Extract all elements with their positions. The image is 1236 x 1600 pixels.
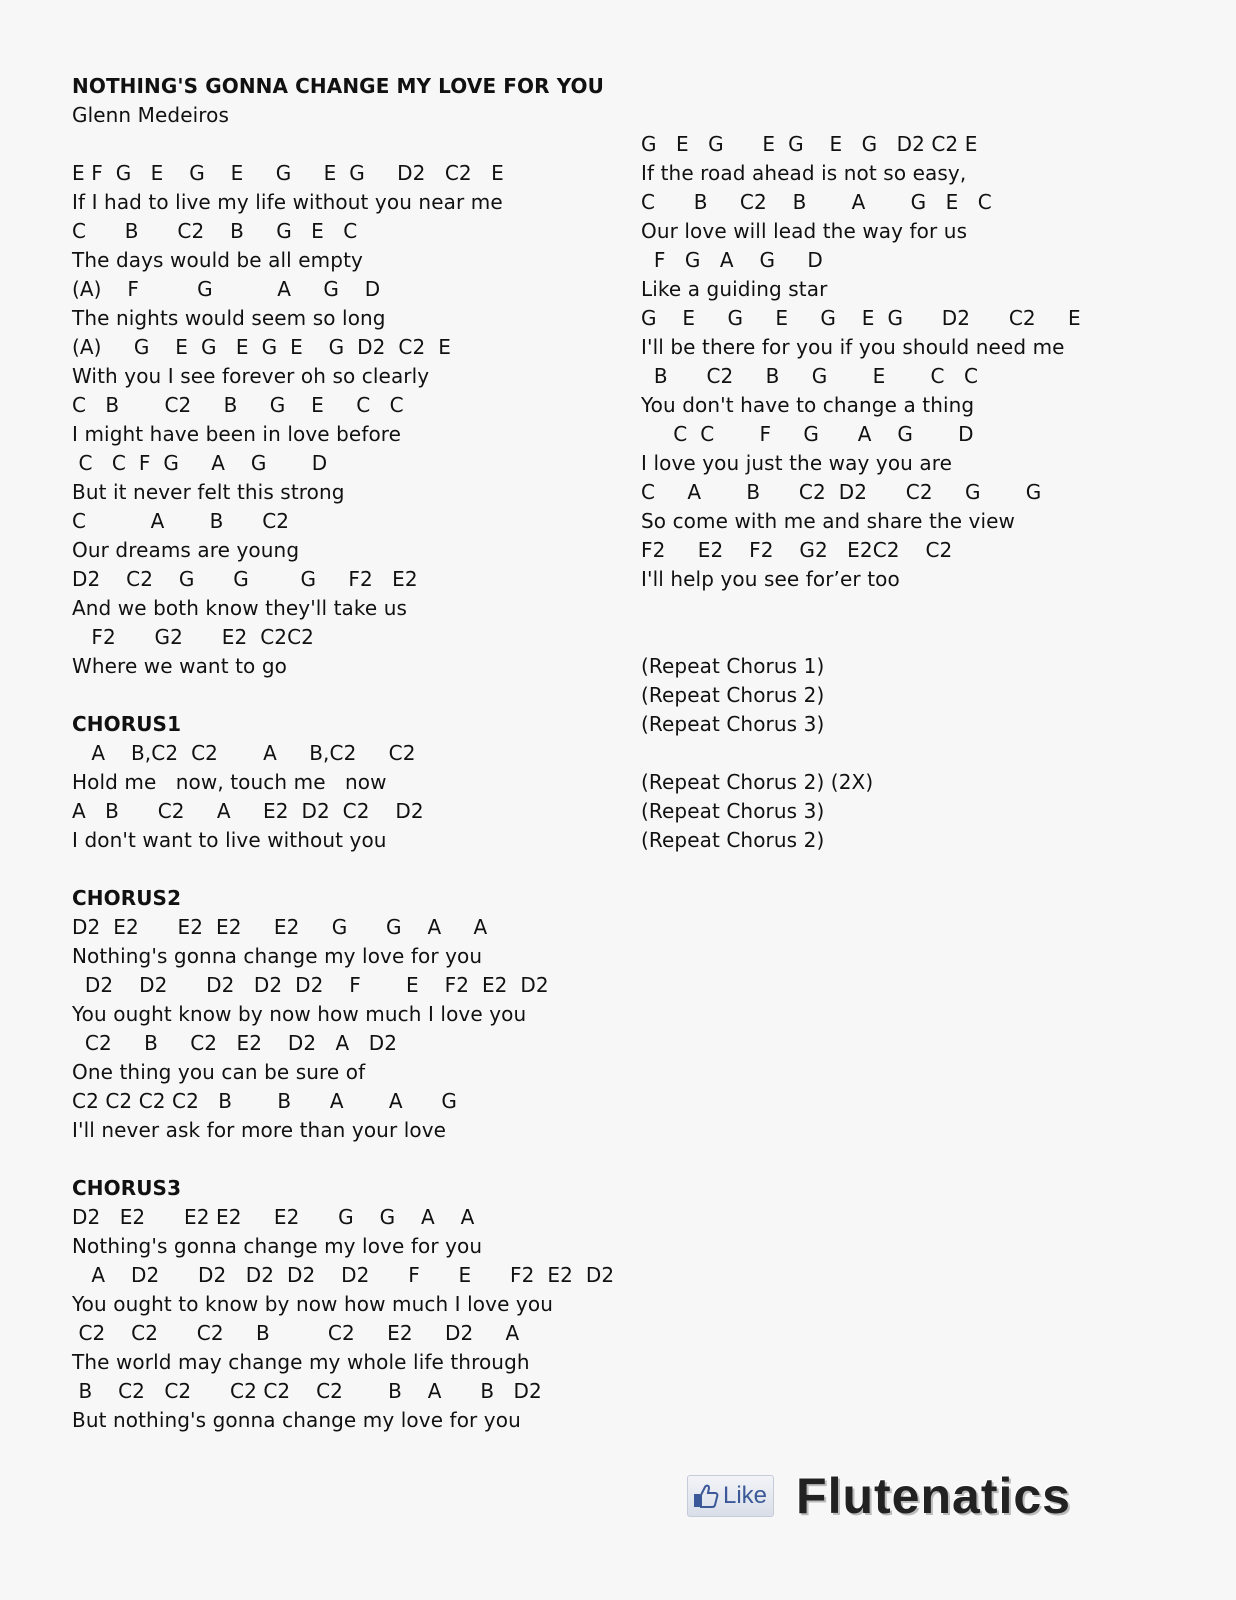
blank-line: [72, 681, 592, 710]
lyric-line: (Repeat Chorus 2) (2X): [641, 770, 874, 794]
lyric-line: Our love will lead the way for us: [641, 219, 968, 243]
spacer: [72, 130, 592, 159]
lyric-line: If the road ahead is not so easy,: [641, 161, 967, 185]
chord-line: A B C2 A E2 D2 C2 D2: [72, 799, 424, 823]
lyric-line: I might have been in love before: [72, 422, 402, 446]
chord-line: C B C2 B A G E C: [641, 190, 992, 214]
chord-line: C B C2 B G E C: [72, 219, 358, 243]
lyric-line: So come with me and share the view: [641, 509, 1016, 533]
lyric-line: (Repeat Chorus 3): [641, 799, 825, 823]
lyric-line: The days would be all empty: [72, 248, 363, 272]
lyric-line: Our dreams are young: [72, 538, 300, 562]
lyric-line: You ought to know by now how much I love you: [72, 1292, 553, 1316]
right-lines: [641, 130, 1201, 855]
lyric-line: Where we want to go: [72, 654, 287, 678]
lyric-line: But nothing's gonna change my love for you: [72, 1408, 521, 1432]
right-column: [641, 130, 1201, 855]
blank-line: [72, 1145, 592, 1174]
chord-line: C A B C2: [72, 509, 290, 533]
lyric-line: With you I see forever oh so clearly: [72, 364, 430, 388]
song-title: NOTHING'S GONNA CHANGE MY LOVE FOR YOU: [72, 74, 605, 98]
lyric-line: One thing you can be sure of: [72, 1060, 366, 1084]
lyric-line: But it never felt this strong: [72, 480, 345, 504]
lyric-line: I'll be there for you if you should need me: [641, 335, 1065, 359]
chord-line: C C F G A G D: [72, 451, 328, 475]
left-lines: [72, 159, 615, 1435]
chord-line: A B,C2 C2 A B,C2 C2: [72, 741, 416, 765]
chord-line: F2 E2 F2 G2 E2C2 C2: [641, 538, 953, 562]
brand-logo: Flutenatics: [796, 1468, 1071, 1524]
like-button[interactable]: [687, 1475, 774, 1517]
blank-line: [72, 855, 592, 884]
lyric-line: You ought know by now how much I love you: [72, 1002, 527, 1026]
thumbs-up-icon: [692, 1482, 720, 1510]
lyric-line: I don't want to live without you: [72, 828, 387, 852]
chord-line: C2 B C2 E2 D2 A D2: [72, 1031, 398, 1055]
chord-line: C B C2 B G E C C: [72, 393, 404, 417]
section-heading: CHORUS2: [72, 886, 182, 910]
lyric-line: If I had to live my life without you near me: [72, 190, 503, 214]
lyric-line: The world may change my whole life through: [72, 1350, 530, 1374]
chord-line: (A) G E G E G E G D2 C2 E: [72, 335, 451, 359]
chord-line: E F G E G E G E G D2 C2 E: [72, 161, 504, 185]
chord-line: B C2 C2 C2 C2 C2 B A B D2: [72, 1379, 542, 1403]
like-label: Like: [723, 1482, 768, 1509]
blank-line: [641, 594, 1201, 623]
footer: [687, 1470, 1071, 1522]
chord-line: D2 D2 D2 D2 D2 F E F2 E2 D2: [72, 973, 549, 997]
chord-line: C A B C2 D2 C2 G G: [641, 480, 1042, 504]
lyric-line: (Repeat Chorus 1): [641, 654, 825, 678]
lyric-line: Like a guiding star: [641, 277, 828, 301]
chord-line: D2 E2 E2 E2 E2 G G A A: [72, 1205, 475, 1229]
chord-line: F G A G D: [641, 248, 823, 272]
chord-line: A D2 D2 D2 D2 D2 F E F2 E2 D2: [72, 1263, 615, 1287]
lyric-line: Nothing's gonna change my love for you: [72, 944, 483, 968]
chord-line: G E G E G E G D2 C2 E: [641, 132, 978, 156]
chord-line: C2 C2 C2 B C2 E2 D2 A: [72, 1321, 520, 1345]
chord-line: D2 E2 E2 E2 E2 G G A A: [72, 915, 488, 939]
section-heading: CHORUS1: [72, 712, 182, 736]
chord-line: (A) F G A G D: [72, 277, 381, 301]
chord-line: C2 C2 C2 C2 B B A A G: [72, 1089, 457, 1113]
lyric-line: I'll help you see for’er too: [641, 567, 900, 591]
lyric-line: Nothing's gonna change my love for you: [72, 1234, 483, 1258]
section-heading: CHORUS3: [72, 1176, 182, 1200]
left-column: [72, 72, 615, 1435]
blank-line: [641, 623, 1201, 652]
lyric-line: I'll never ask for more than your love: [72, 1118, 447, 1142]
lyric-line: I love you just the way you are: [641, 451, 953, 475]
blank-line: [641, 739, 1201, 768]
lyric-line: And we both know they'll take us: [72, 596, 407, 620]
chord-line: G E G E G E G D2 C2 E: [641, 306, 1081, 330]
lyric-line: The nights would seem so long: [72, 306, 386, 330]
lyric-line: (Repeat Chorus 2): [641, 683, 825, 707]
song-artist: Glenn Medeiros: [72, 103, 230, 127]
chord-line: B C2 B G E C C: [641, 364, 979, 388]
chord-line: C C F G A G D: [641, 422, 974, 446]
lyric-line: You don't have to change a thing: [641, 393, 975, 417]
chord-line: D2 C2 G G G F2 E2: [72, 567, 418, 591]
lyric-line: Hold me now, touch me now: [72, 770, 387, 794]
lyric-line: (Repeat Chorus 3): [641, 712, 825, 736]
lyric-line: (Repeat Chorus 2): [641, 828, 825, 852]
chord-line: F2 G2 E2 C2C2: [72, 625, 314, 649]
